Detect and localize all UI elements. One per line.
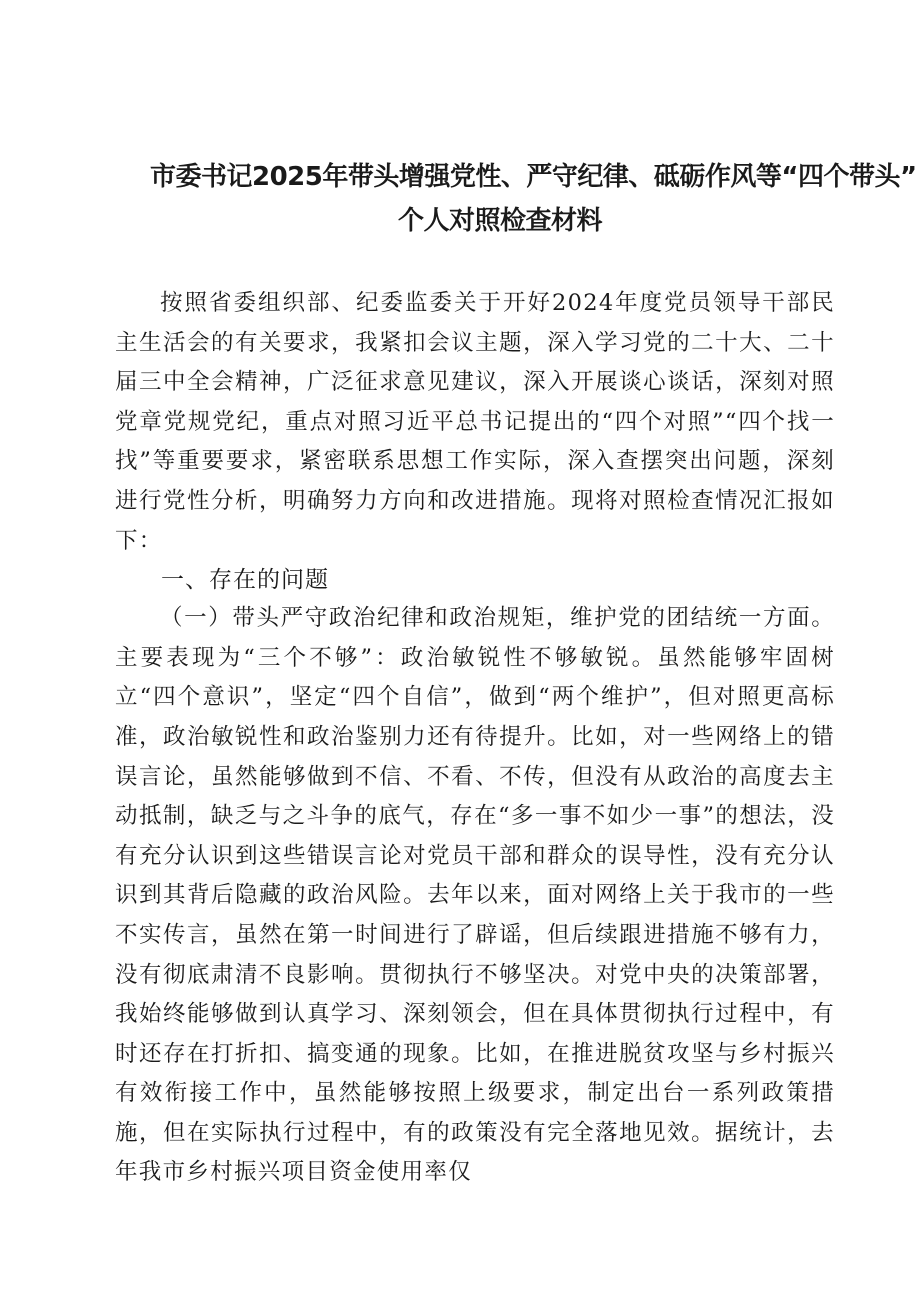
intro-paragraph: 按照省委组织部、纪委监委关于开好2024年度党员领导干部民主生活会的有关要求，我紧扣会议主题，深入学习党的二十大、二十届三中全会精神，广泛征求意见建议，深入开展谈心谈话，深刻对照党章党规党纪，重点对照习近平总书记提出的“四个对照”“四个找一找”等重要要求，紧密联系思想工作实际，深入查摆突出问题，深刻进行党性分析，明确努力方向和改进措施。现将对照检查情况汇报如下： [115, 290, 835, 554]
section-heading-problems: 一、存在的问题 [161, 567, 329, 594]
document-title-line-1: 市委书记2025年带头增强党性、严守纪律、砥砺作风等“四个带头” [150, 162, 917, 192]
document-body [115, 284, 835, 1193]
document-title-line-2: 个人对照检查材料 [397, 206, 602, 236]
section-1-paragraph-1: （一）带头严守政治纪律和政治规矩，维护党的团结统一方面。主要表现为“三个不够”：政治敏锐性不够敏锐。虽然能够牢固树立“四个意识”，坚定“四个自信”，做到“两个维护”，但对照更高标准，政治敏锐性和政治鉴别力还有待提升。比如，对一些网络上的错误言论，虽然能够做到不信、不看、不传，但没有从政治的高度去主动抵制，缺乏与之斗争的底气，存在“多一事不如少一事”的想法，没有充分认识到这些错误言论对党员干部和群众的误导性，没有充分认识到其背后隐藏的政治风险。去年以来，面对网络上关于我市的一些不实传言，虽然在第一时间进行了辟谣，但后续跟进措施不够有力，没有彻底肃清不良影响。贯彻执行不够坚决。对党中央的决策部署，我始终能够做到认真学习、深刻领会，但在具体贯彻执行过程中，有时还存在打折扣、搞变通的现象。比如，在推进脱贫攻坚与乡村振兴有效衔接工作中，虽然能够按照上级要求，制定出台一系列政策措施，但在实际执行过程中，有的政策没有完全落地见效。据统计，去年我市乡村振兴项目资金使用率仅 [115, 605, 835, 1186]
